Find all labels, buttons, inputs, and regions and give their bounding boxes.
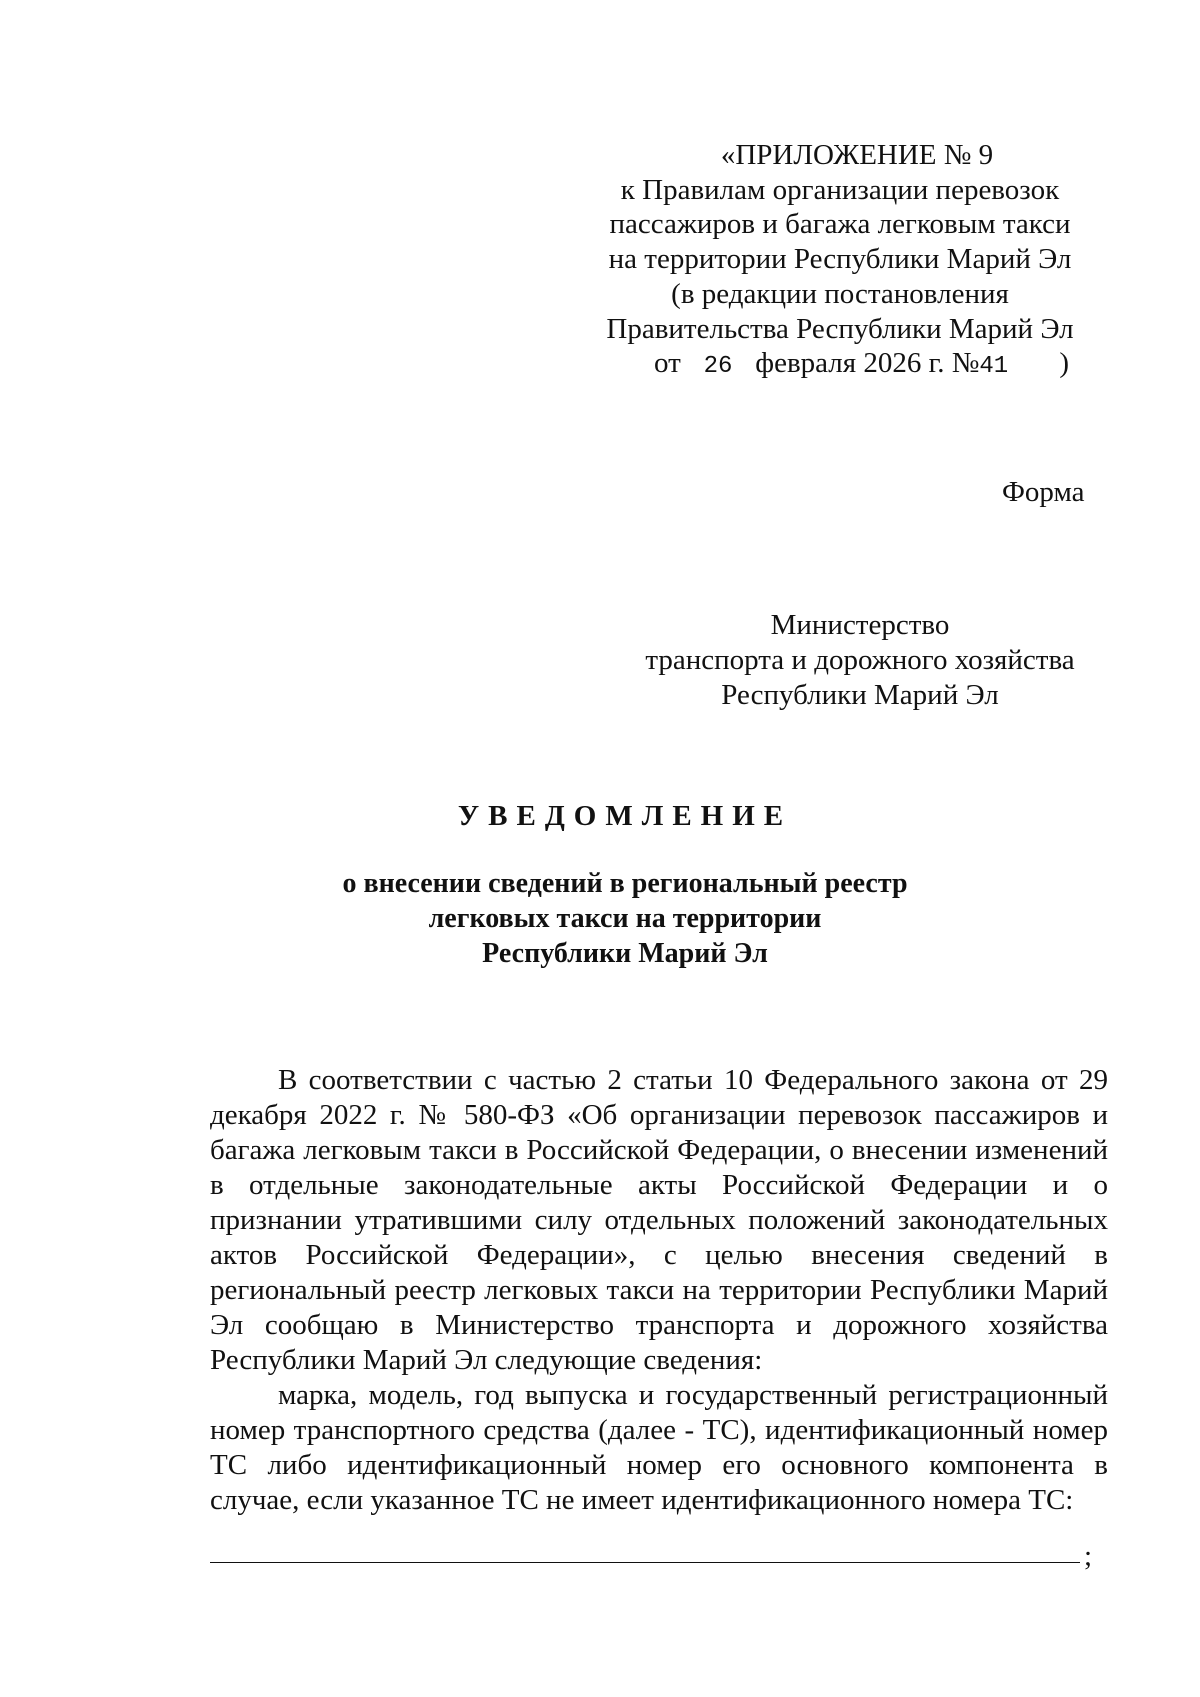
date-month-year: февраля 2026 г. № [755,347,980,380]
fill-underline [210,1562,1080,1563]
annex-title: «ПРИЛОЖЕНИЕ № 9 [720,139,994,171]
subtitle-line: о внесении сведений в региональный реестр [342,868,908,899]
body-paragraph: марка, модель, год выпуска и государственный регистрационный номер транспортного средства (далее - ТС), идентификационный номер ТС либо идентификационный номер его основного компонента в случае, если указанное ТС не имеет идентификационного номера ТС: [210,1379,1108,1516]
recipient-line: транспорта и дорожного хозяйства [645,644,1075,676]
resolution-number: 41 [979,353,1009,381]
vehicle-info-fill-field[interactable] [210,1536,1110,1572]
subtitle-line: Республики Марий Эл [482,938,768,969]
date-day: 26 [703,353,733,381]
recipient-line: Министерство [770,609,950,641]
date-prefix: от [654,347,681,380]
recipient-line: Республики Марий Эл [721,679,999,711]
subtitle-line: легковых такси на территории [428,903,822,934]
annex-date-line [560,346,1120,385]
annex-line: пассажиров и багажа легковым такси [609,208,1071,241]
recipient-block [600,608,1120,713]
document-title: УВЕДОМЛЕНИЕ [457,800,793,832]
annex-line: Правительства Республики Марий Эл [606,312,1074,345]
body-paragraph: В соответствии с частью 2 статьи 10 Федерального закона от 29 декабря 2022 г. № 580-ФЗ «Об организации перевозок пассажиров и багажа легковым такси в Российской Федерации, о внесении изменений в отдельные законодательные акты Российской Федерации и о признании утратившими силу отдельных положений законодательных актов Российской Федерации», с целью внесения сведений в региональный реестр легковых такси на территории Республики Марий Эл сообщаю в Министерство транспорта и дорожного хозяйства Республики Марий Эл следующие сведения: [210,1064,1108,1376]
body-text [210,1063,1108,1518]
annex-line: к Правилам организации перевозок [620,173,1060,206]
annex-line: (в редакции постановления [671,277,1009,310]
annex-line: на территории Республики Марий Эл [608,243,1072,276]
close-paren: ) [1059,347,1070,380]
fill-line-end: ; [1084,1540,1093,1572]
annex-header [560,138,1120,385]
document-subtitle [0,866,1200,971]
form-label: Форма [1002,476,1085,508]
